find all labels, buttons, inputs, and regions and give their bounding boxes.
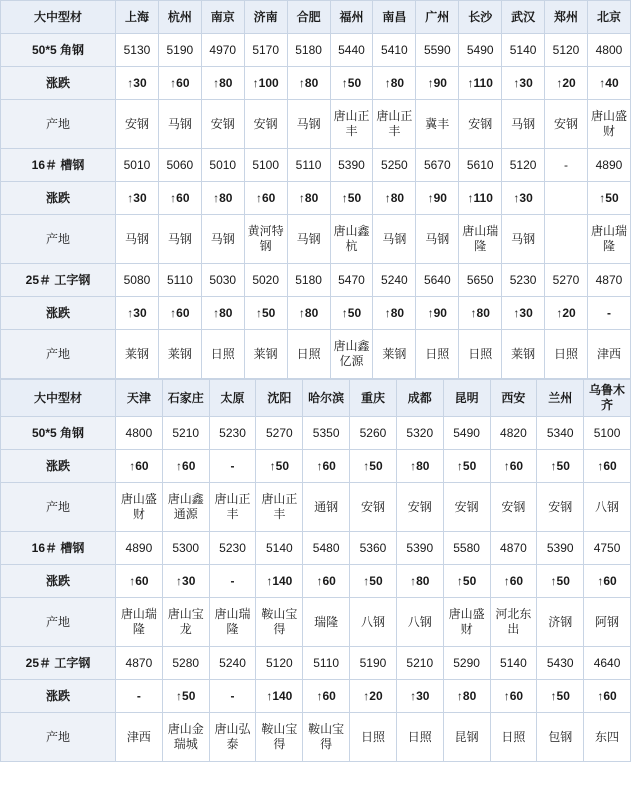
cell-change: ↑60 [158, 182, 201, 215]
cell-value: 5390 [537, 532, 584, 565]
table-header-row-2 [1, 380, 631, 417]
cell-value: 5120 [502, 149, 545, 182]
cell-change: ↑30 [116, 67, 159, 100]
cell-value: 4800 [116, 417, 163, 450]
row-label: 16＃ 槽钢 [1, 149, 116, 182]
cell-origin: 唐山盛财 [443, 598, 490, 647]
cell-change: ↑60 [158, 297, 201, 330]
cell-value: 5130 [116, 34, 159, 67]
cell-change: ↑110 [459, 182, 502, 215]
cell-change: ↑30 [116, 297, 159, 330]
cell-origin: 八钢 [584, 483, 631, 532]
cell-origin: 鞍山宝得 [303, 713, 350, 762]
cell-origin: 包钢 [537, 713, 584, 762]
cell-change: ↑30 [502, 297, 545, 330]
row-label: 产地 [1, 100, 116, 149]
cell-origin: 唐山瑞隆 [459, 215, 502, 264]
table-row [1, 330, 631, 379]
table-row [1, 483, 631, 532]
cell-value: 5010 [116, 149, 159, 182]
header-city-nanchang: 南昌 [373, 1, 416, 34]
row-label: 产地 [1, 330, 116, 379]
table-row [1, 34, 631, 67]
cell-origin: 马钢 [373, 215, 416, 264]
cell-value: 5470 [330, 264, 373, 297]
cell-origin: 唐山弘泰 [209, 713, 256, 762]
cell-change: ↑60 [244, 182, 287, 215]
cell-origin: 日照 [287, 330, 330, 379]
cell-value: 4640 [584, 647, 631, 680]
table-row [1, 565, 631, 598]
cell-value: 5350 [303, 417, 350, 450]
cell-origin: 济钢 [537, 598, 584, 647]
table-row [1, 417, 631, 450]
cell-change [545, 182, 588, 215]
cell-change: ↑60 [158, 67, 201, 100]
header-city-wulumuqi: 乌鲁木齐 [584, 380, 631, 417]
cell-origin: 安钢 [459, 100, 502, 149]
row-label: 25＃ 工字钢 [1, 647, 116, 680]
cell-origin: 唐山正丰 [209, 483, 256, 532]
cell-origin: 唐山瑞隆 [587, 215, 630, 264]
cell-change: ↑50 [330, 182, 373, 215]
cell-value: 5230 [209, 532, 256, 565]
cell-value: 5120 [256, 647, 303, 680]
cell-change: ↑60 [584, 680, 631, 713]
cell-change: ↑80 [287, 297, 330, 330]
header-city-haerbin: 哈尔滨 [303, 380, 350, 417]
cell-value: 5650 [459, 264, 502, 297]
cell-value: 5300 [162, 532, 209, 565]
cell-origin: 安钢 [201, 100, 244, 149]
cell-origin: 马钢 [287, 215, 330, 264]
cell-change: ↑40 [587, 67, 630, 100]
cell-origin: 莱钢 [116, 330, 159, 379]
cell-origin: 安钢 [116, 100, 159, 149]
header-city-beijing: 北京 [587, 1, 630, 34]
cell-origin: 莱钢 [373, 330, 416, 379]
cell-origin: 唐山正丰 [256, 483, 303, 532]
cell-origin: 唐山鑫通源 [162, 483, 209, 532]
cell-change: ↑80 [287, 67, 330, 100]
cell-change: ↑50 [537, 450, 584, 483]
header-city-jinan: 济南 [244, 1, 287, 34]
cell-origin: 唐山盛财 [587, 100, 630, 149]
cell-origin: 唐山瑞隆 [116, 598, 163, 647]
cell-value: 5010 [201, 149, 244, 182]
cell-origin: 唐山盛财 [116, 483, 163, 532]
cell-origin: 莱钢 [244, 330, 287, 379]
cell-value: 5240 [209, 647, 256, 680]
cell-change: ↑80 [287, 182, 330, 215]
cell-change: ↑80 [459, 297, 502, 330]
cell-value: 5080 [116, 264, 159, 297]
cell-value: 5170 [244, 34, 287, 67]
row-label: 产地 [1, 598, 116, 647]
header-city-kunming: 昆明 [443, 380, 490, 417]
cell-value: 5120 [545, 34, 588, 67]
cell-origin: 唐山正丰 [330, 100, 373, 149]
cell-value: 5190 [350, 647, 397, 680]
header-city-tianjin: 天津 [116, 380, 163, 417]
cell-change: ↑50 [537, 680, 584, 713]
row-label: 涨跌 [1, 67, 116, 100]
row-label: 产地 [1, 713, 116, 762]
row-label: 涨跌 [1, 450, 116, 483]
row-label: 16＃ 槽钢 [1, 532, 116, 565]
cell-change: ↑50 [587, 182, 630, 215]
cell-value: 5490 [459, 34, 502, 67]
cell-change: ↑60 [490, 450, 537, 483]
cell-origin: 莱钢 [502, 330, 545, 379]
cell-change: ↑60 [303, 565, 350, 598]
cell-origin: 唐山金瑞城 [162, 713, 209, 762]
table-row [1, 149, 631, 182]
header-city-shenyang: 沈阳 [256, 380, 303, 417]
cell-value: 5590 [416, 34, 459, 67]
cell-value: 4870 [116, 647, 163, 680]
cell-value: 5670 [416, 149, 459, 182]
cell-change: ↑30 [116, 182, 159, 215]
table-row [1, 100, 631, 149]
cell-value: 5110 [287, 149, 330, 182]
header-city-fuzhou: 福州 [330, 1, 373, 34]
cell-value: 5210 [396, 647, 443, 680]
cell-change: ↑80 [201, 297, 244, 330]
cell-value: 5230 [502, 264, 545, 297]
table-row [1, 598, 631, 647]
cell-value: 5180 [287, 264, 330, 297]
cell-origin: 八钢 [350, 598, 397, 647]
table-row [1, 680, 631, 713]
cell-value: 4870 [587, 264, 630, 297]
cell-change: ↑60 [116, 565, 163, 598]
cell-change: ↑110 [459, 67, 502, 100]
cell-origin: 日照 [490, 713, 537, 762]
cell-origin: 马钢 [502, 100, 545, 149]
cell-origin: 安钢 [244, 100, 287, 149]
cell-value: 5580 [443, 532, 490, 565]
cell-origin: 唐山瑞隆 [209, 598, 256, 647]
cell-change: ↑60 [490, 565, 537, 598]
cell-value: 5100 [584, 417, 631, 450]
cell-change: ↑50 [443, 565, 490, 598]
cell-origin: 莱钢 [158, 330, 201, 379]
header-city-taiyuan: 太原 [209, 380, 256, 417]
cell-origin: 唐山鑫杭 [330, 215, 373, 264]
cell-value: 4970 [201, 34, 244, 67]
cell-value: 5020 [244, 264, 287, 297]
cell-origin: 安钢 [537, 483, 584, 532]
cell-value: 4820 [490, 417, 537, 450]
cell-change: ↑50 [330, 297, 373, 330]
cell-change: ↑50 [350, 565, 397, 598]
cell-value: 5490 [443, 417, 490, 450]
cell-value: 4890 [587, 149, 630, 182]
cell-origin: 马钢 [287, 100, 330, 149]
cell-change: - [116, 680, 163, 713]
cell-origin: 昆钢 [443, 713, 490, 762]
cell-change: ↑20 [545, 297, 588, 330]
cell-change: ↑60 [162, 450, 209, 483]
row-label: 涨跌 [1, 680, 116, 713]
cell-value: 5100 [244, 149, 287, 182]
cell-value: 5250 [373, 149, 416, 182]
row-label: 涨跌 [1, 182, 116, 215]
cell-origin: 八钢 [396, 598, 443, 647]
cell-origin: 瑞隆 [303, 598, 350, 647]
cell-value: 5230 [209, 417, 256, 450]
cell-change: ↑50 [330, 67, 373, 100]
cell-change: ↑60 [116, 450, 163, 483]
row-label: 产地 [1, 483, 116, 532]
table-row [1, 297, 631, 330]
cell-origin: 日照 [350, 713, 397, 762]
cell-origin: 日照 [545, 330, 588, 379]
cell-change: ↑80 [396, 450, 443, 483]
row-label: 涨跌 [1, 565, 116, 598]
cell-value: 5280 [162, 647, 209, 680]
cell-change: ↑80 [201, 182, 244, 215]
cell-value: 5480 [303, 532, 350, 565]
header-city-hefei: 合肥 [287, 1, 330, 34]
cell-change: ↑50 [443, 450, 490, 483]
header-city-shijiazhuang: 石家庄 [162, 380, 209, 417]
cell-change: ↑90 [416, 297, 459, 330]
cell-change: ↑60 [303, 680, 350, 713]
cell-origin: 通钢 [303, 483, 350, 532]
cell-change: ↑140 [256, 680, 303, 713]
cell-change: - [209, 450, 256, 483]
cell-change: ↑80 [396, 565, 443, 598]
cell-origin: 马钢 [158, 215, 201, 264]
cell-change: ↑60 [584, 565, 631, 598]
cell-value: 5210 [162, 417, 209, 450]
row-label: 25＃ 工字钢 [1, 264, 116, 297]
cell-origin: 安钢 [490, 483, 537, 532]
cell-value: 5060 [158, 149, 201, 182]
header-city-shanghai: 上海 [116, 1, 159, 34]
cell-value: 5640 [416, 264, 459, 297]
cell-change: ↑30 [502, 67, 545, 100]
cell-change: ↑50 [537, 565, 584, 598]
cell-change: ↑30 [162, 565, 209, 598]
table-row [1, 713, 631, 762]
cell-value: 5320 [396, 417, 443, 450]
cell-origin: 津西 [587, 330, 630, 379]
cell-origin: 日照 [459, 330, 502, 379]
cell-origin: 黄河特钢 [244, 215, 287, 264]
table-row [1, 215, 631, 264]
header-city-nanjing: 南京 [201, 1, 244, 34]
cell-change: ↑90 [416, 67, 459, 100]
cell-value: 5430 [537, 647, 584, 680]
header-city-lanzhou: 兰州 [537, 380, 584, 417]
cell-value: 5610 [459, 149, 502, 182]
table-row [1, 182, 631, 215]
cell-origin: 唐山正丰 [373, 100, 416, 149]
cell-change: - [209, 565, 256, 598]
cell-origin: 鞍山宝得 [256, 598, 303, 647]
table-row [1, 647, 631, 680]
cell-origin: 冀丰 [416, 100, 459, 149]
cell-change: ↑50 [244, 297, 287, 330]
cell-origin: 马钢 [201, 215, 244, 264]
cell-value: 5290 [443, 647, 490, 680]
cell-origin: 鞍山宝得 [256, 713, 303, 762]
cell-change: ↑50 [350, 450, 397, 483]
cell-change: ↑50 [162, 680, 209, 713]
cell-origin: 安钢 [350, 483, 397, 532]
cell-value: 5340 [537, 417, 584, 450]
table-row [1, 532, 631, 565]
cell-value: 5110 [158, 264, 201, 297]
table-row [1, 67, 631, 100]
cell-change: ↑80 [373, 67, 416, 100]
cell-value: 5270 [256, 417, 303, 450]
cell-change: - [587, 297, 630, 330]
cell-origin: 安钢 [396, 483, 443, 532]
cell-value: 4890 [116, 532, 163, 565]
cell-origin: 河北东出 [490, 598, 537, 647]
cell-value: 5110 [303, 647, 350, 680]
cell-value: 5030 [201, 264, 244, 297]
row-label: 50*5 角钢 [1, 34, 116, 67]
cell-value: 5140 [502, 34, 545, 67]
cell-value: 5360 [350, 532, 397, 565]
cell-change: ↑90 [416, 182, 459, 215]
cell-origin [545, 215, 588, 264]
table-header-row-1 [1, 1, 631, 34]
cell-value: 5440 [330, 34, 373, 67]
cell-change: ↑80 [373, 297, 416, 330]
row-label: 产地 [1, 215, 116, 264]
cell-value: 5140 [490, 647, 537, 680]
header-city-xian: 西安 [490, 380, 537, 417]
cell-change: ↑80 [443, 680, 490, 713]
table-row [1, 264, 631, 297]
cell-origin: 安钢 [443, 483, 490, 532]
header-city-wuhan: 武汉 [502, 1, 545, 34]
cell-value: 4750 [584, 532, 631, 565]
row-label: 50*5 角钢 [1, 417, 116, 450]
header-label-1: 大中型材 [1, 1, 116, 34]
cell-change: ↑60 [584, 450, 631, 483]
cell-origin: 津西 [116, 713, 163, 762]
cell-value: 5180 [287, 34, 330, 67]
steel-price-table-north [0, 0, 631, 379]
cell-value: 5390 [330, 149, 373, 182]
cell-value: 5140 [256, 532, 303, 565]
table-row [1, 450, 631, 483]
header-label-2: 大中型材 [1, 380, 116, 417]
cell-change: ↑100 [244, 67, 287, 100]
cell-origin: 马钢 [502, 215, 545, 264]
cell-origin: 唐山鑫亿源 [330, 330, 373, 379]
cell-change: - [209, 680, 256, 713]
header-city-chengdu: 成都 [396, 380, 443, 417]
cell-change: ↑20 [350, 680, 397, 713]
header-city-changsha: 长沙 [459, 1, 502, 34]
cell-change: ↑80 [201, 67, 244, 100]
cell-change: ↑20 [545, 67, 588, 100]
cell-value: 5240 [373, 264, 416, 297]
row-label: 涨跌 [1, 297, 116, 330]
cell-value: 5260 [350, 417, 397, 450]
cell-change: ↑60 [490, 680, 537, 713]
cell-origin: 东四 [584, 713, 631, 762]
cell-value: - [545, 149, 588, 182]
cell-origin: 马钢 [116, 215, 159, 264]
cell-origin: 日照 [396, 713, 443, 762]
header-city-zhengzhou: 郑州 [545, 1, 588, 34]
cell-origin: 马钢 [158, 100, 201, 149]
cell-origin: 马钢 [416, 215, 459, 264]
steel-price-table-west [0, 379, 631, 762]
cell-change: ↑80 [373, 182, 416, 215]
header-city-guangzhou: 广州 [416, 1, 459, 34]
cell-origin: 阿钢 [584, 598, 631, 647]
header-city-chongqing: 重庆 [350, 380, 397, 417]
cell-value: 5410 [373, 34, 416, 67]
table-body-1 [1, 1, 631, 379]
cell-change: ↑30 [502, 182, 545, 215]
header-city-hangzhou: 杭州 [158, 1, 201, 34]
cell-change: ↑60 [303, 450, 350, 483]
cell-change: ↑50 [256, 450, 303, 483]
cell-origin: 日照 [201, 330, 244, 379]
cell-value: 5190 [158, 34, 201, 67]
cell-value: 5390 [396, 532, 443, 565]
cell-origin: 日照 [416, 330, 459, 379]
table-body-2 [1, 380, 631, 762]
cell-value: 4870 [490, 532, 537, 565]
cell-value: 5270 [545, 264, 588, 297]
cell-value: 4800 [587, 34, 630, 67]
cell-origin: 安钢 [545, 100, 588, 149]
cell-change: ↑140 [256, 565, 303, 598]
cell-change: ↑30 [396, 680, 443, 713]
cell-origin: 唐山宝龙 [162, 598, 209, 647]
